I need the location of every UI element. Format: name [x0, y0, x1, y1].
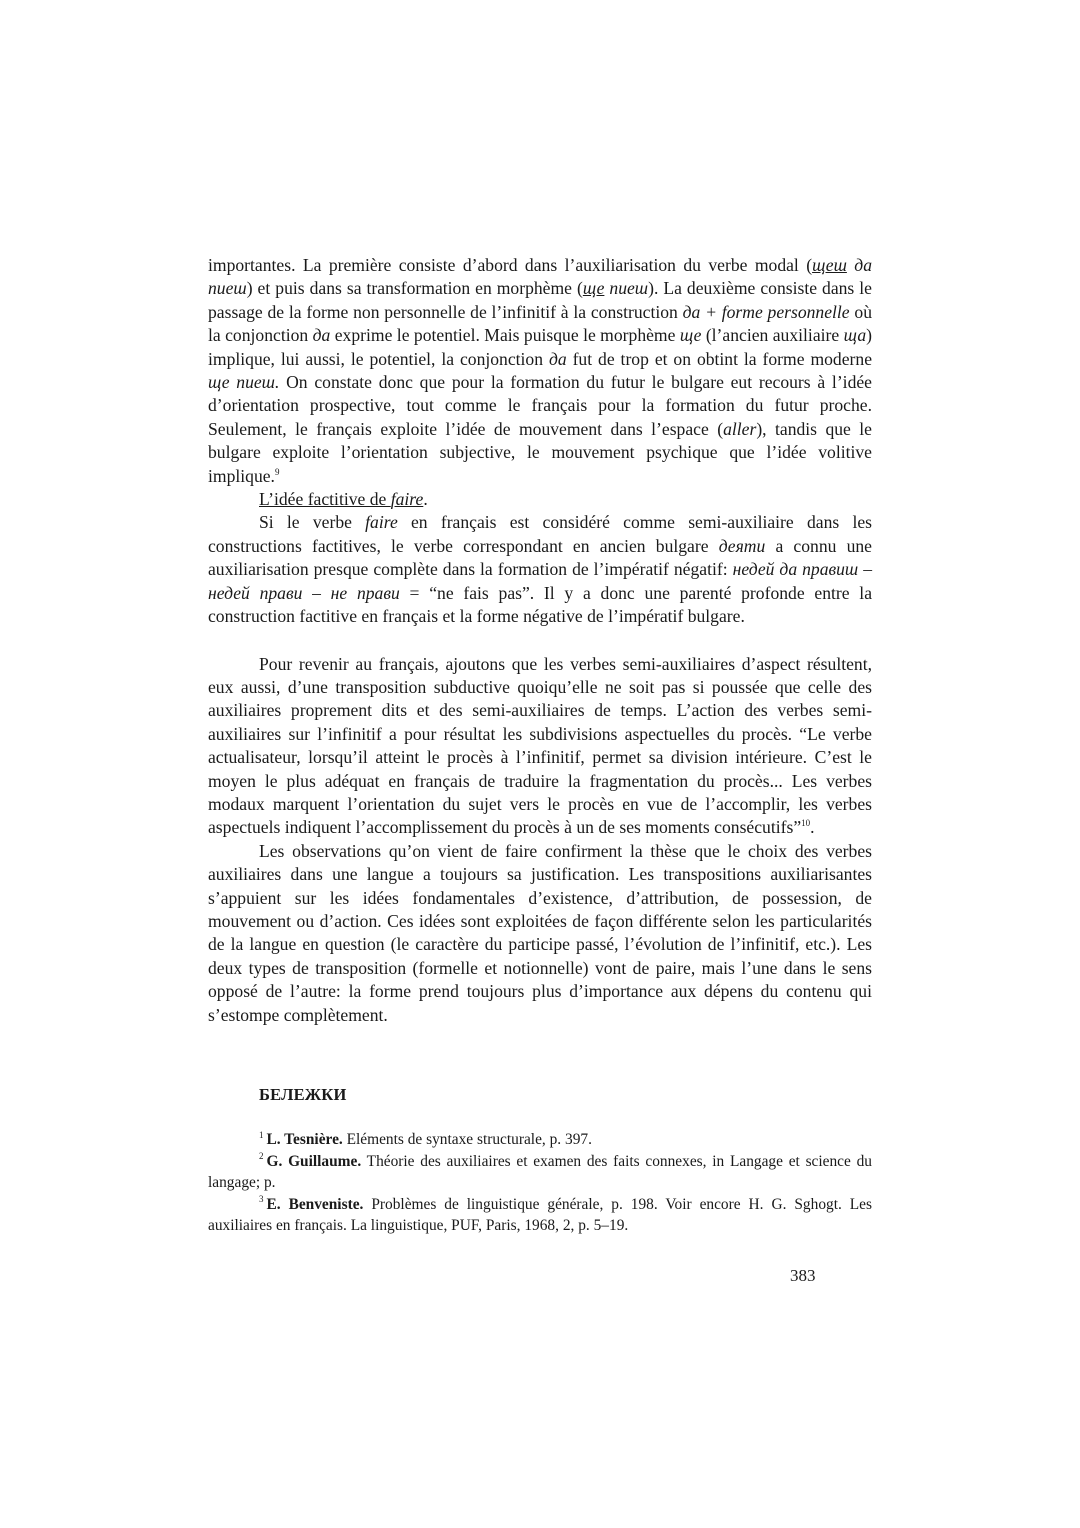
note-item: $^1$ L. Tesnière. Eléments de syntaxe structurale, p. 397. — [259, 1129, 592, 1148]
footnote-marker: 9 — [274, 466, 280, 477]
note-item: $^2$ G. Guillaume. Théorie des auxiliaires et examen des faits connexes, in Langage et science du langage; p. — [208, 1151, 872, 1191]
paragraph-future-tense: importantes. La première consiste d’abord dans l’auxiliarisation du verbe modal (щеш да пиеш) et puis dans sa transformation en morphème (ще пиеш). La deuxième consiste dans le passage de la forme non personnelle de l’infinitif à la construction да + forme personnelle où la conjonction да exprime le potentiel. Mais puisque le morphème ще (l’ancien auxiliaire ща) implique, lui aussi, le potentiel, la conjonction да fut de trop et on obtint la forme moderne ще пиеш. On constate donc que pour la formation du futur le bulgare eut recours à l’idée d’orientation prospective, tout comme le français pour la formation du futur proche. Seulement, le français exploite l’idée de mouvement dans l’espace (aller), tandis que le bulgare exploite l’orientation subjective, le mouvement psychique que l’idée volitive implique.$^9$ — [208, 255, 873, 486]
section-heading-factitive: L’idée factitive de faire. — [259, 489, 428, 510]
notes-heading: БЕЛЕЖКИ — [259, 1085, 347, 1104]
notes-list — [208, 1129, 872, 1237]
footnote-marker: 10 — [801, 818, 811, 829]
note-item: $^3$ E. Benveniste. Problèmes de linguistique générale, p. 198. Voir encore H. G. Sghogt. Les auxiliaires en français. La linguistique, PUF, Paris, 1968, 2, p. 5–19. — [208, 1194, 873, 1234]
page-number: 383 — [790, 1266, 816, 1285]
page-content — [208, 254, 872, 1237]
paragraph-conclusion: Les observations qu’on vient de faire confirment la thèse que le choix des verbes auxiliaires dans une langue a toujours sa justification. Les transpositions auxiliarisantes s’appuient sur les idées fondamentales d’existence, d’attribution, de possession, de mouvement ou d’action. Ces idées sont exploitées de façon différente selon les particularités de la langue en question (le caractère du participe passé, l’évolution de l’infinitif, etc.). Les deux types de transposition (formelle et notionnelle) vont de paire, mais l’une dans le sens opposé de l’autre: la forme prend toujours plus d’importance aux dépens du contenu qui s’estompe complètement. — [208, 840, 872, 1025]
paragraph-aspect-verbs: Pour revenir au français, ajoutons que les verbes semi-auxiliaires d’aspect résultent, eux aussi, d’une transposition subductive quoiqu’elle ne soit pas si poussée que celle des auxiliaires proprement dits et des semi-auxiliaires de temps. L’action des verbes semi-auxiliaires sur l’infinitif a pour résultat les subdivisions aspectuelles du procès. “Le verbe actualisateur, lorsqu’il atteint le procès à l’infinitif, permet sa division intérieure. C’est le moyen le plus adéquat en français de traduire la fragmentation du procès... Les verbes modaux marquent l’orientation du sujet vers le procès en vue de l’accomplir, les verbes aspectuels indiquent l’accomplissement du procès à un de ses moments consécutifs”$^{10}$. — [208, 653, 872, 838]
paragraph-factitive: Si le verbe faire en français est considéré comme semi-auxiliaire dans les constructions factitives, le verbe correspondant en ancien bulgare деяти a connu une auxiliarisation presque complète dans la formation de l’impératif négatif: недей да правиш – недей прави – не прави = “ne fais pas”. Il y a donc une parenté profonde entre la construction factitive en français et la forme négative de l’impératif bulgare. — [208, 512, 873, 627]
paragraph-spacer — [208, 629, 872, 653]
